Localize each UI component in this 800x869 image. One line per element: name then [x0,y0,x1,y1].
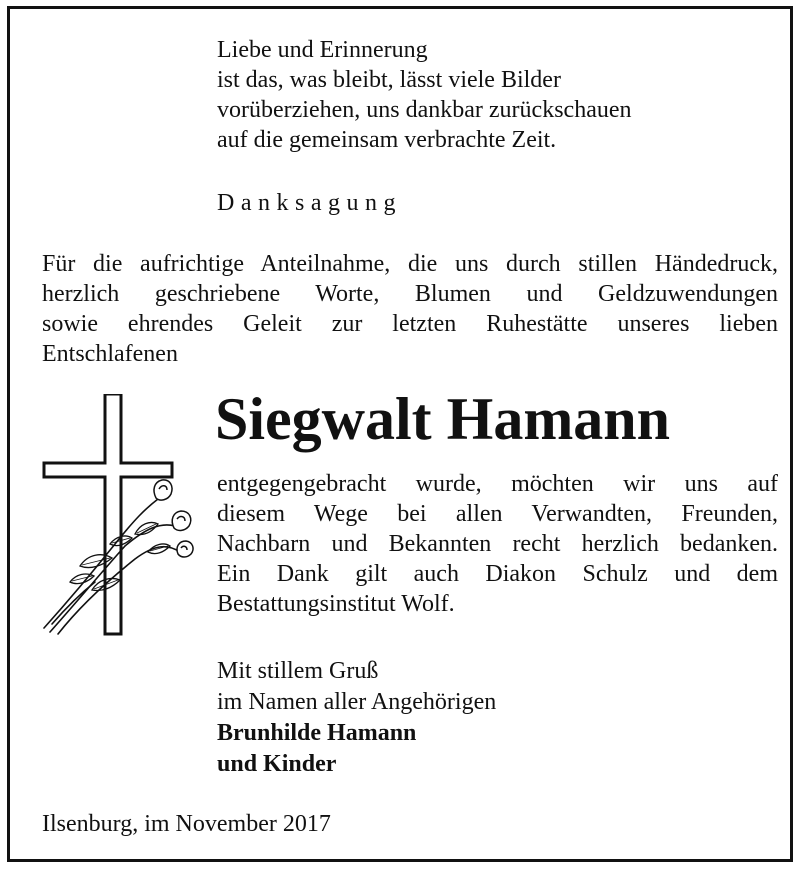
signer-name: Brunhilde Hamann [217,720,417,746]
obituary-frame [7,6,793,862]
closing-on-behalf: im Namen aller Angehörigen [217,689,497,715]
intro-line: sowie ehrendes Geleit zur letzten Ruhestätte unseres lieben [42,311,778,337]
memorial-poem [217,35,632,155]
heading-danksagung: Danksagung [217,190,402,216]
place-and-date: Ilsenburg, im November 2017 [42,811,331,837]
closing-block [217,656,496,780]
intro-line: Für die aufrichtige Anteilnahme, die uns durch stillen Händedruck, [42,251,778,277]
thanks-line: Nachbarn und Bekannten recht herzlich bedanken. [217,531,778,557]
intro-line: Entschlafenen [42,341,178,367]
poem-line: Liebe und Erinnerung [217,37,428,63]
intro-paragraph [42,249,778,369]
thanks-line: Ein Dank gilt auch Diakon Schulz und dem [217,561,778,587]
poem-line: auf die gemeinsam verbrachte Zeit. [217,127,557,153]
thanks-line: entgegengebracht wurde, möchten wir uns auf [217,471,778,497]
cross-with-roses-icon [40,394,200,644]
poem-line: vorüberziehen, uns dankbar zurückschauen [217,97,632,123]
signer-family: und Kinder [217,751,337,777]
thanks-line: Bestattungsinstitut Wolf. [217,591,455,617]
deceased-name: Siegwalt Hamann [215,386,671,452]
poem-line: ist das, was bleibt, lässt viele Bilder [217,67,561,93]
thanks-line: diesem Wege bei allen Verwandten, Freunden, [217,501,778,527]
thanks-paragraph [217,469,778,619]
closing-greeting: Mit stillem Gruß [217,658,379,684]
intro-line: herzlich geschriebene Worte, Blumen und Geldzuwendungen [42,281,778,307]
